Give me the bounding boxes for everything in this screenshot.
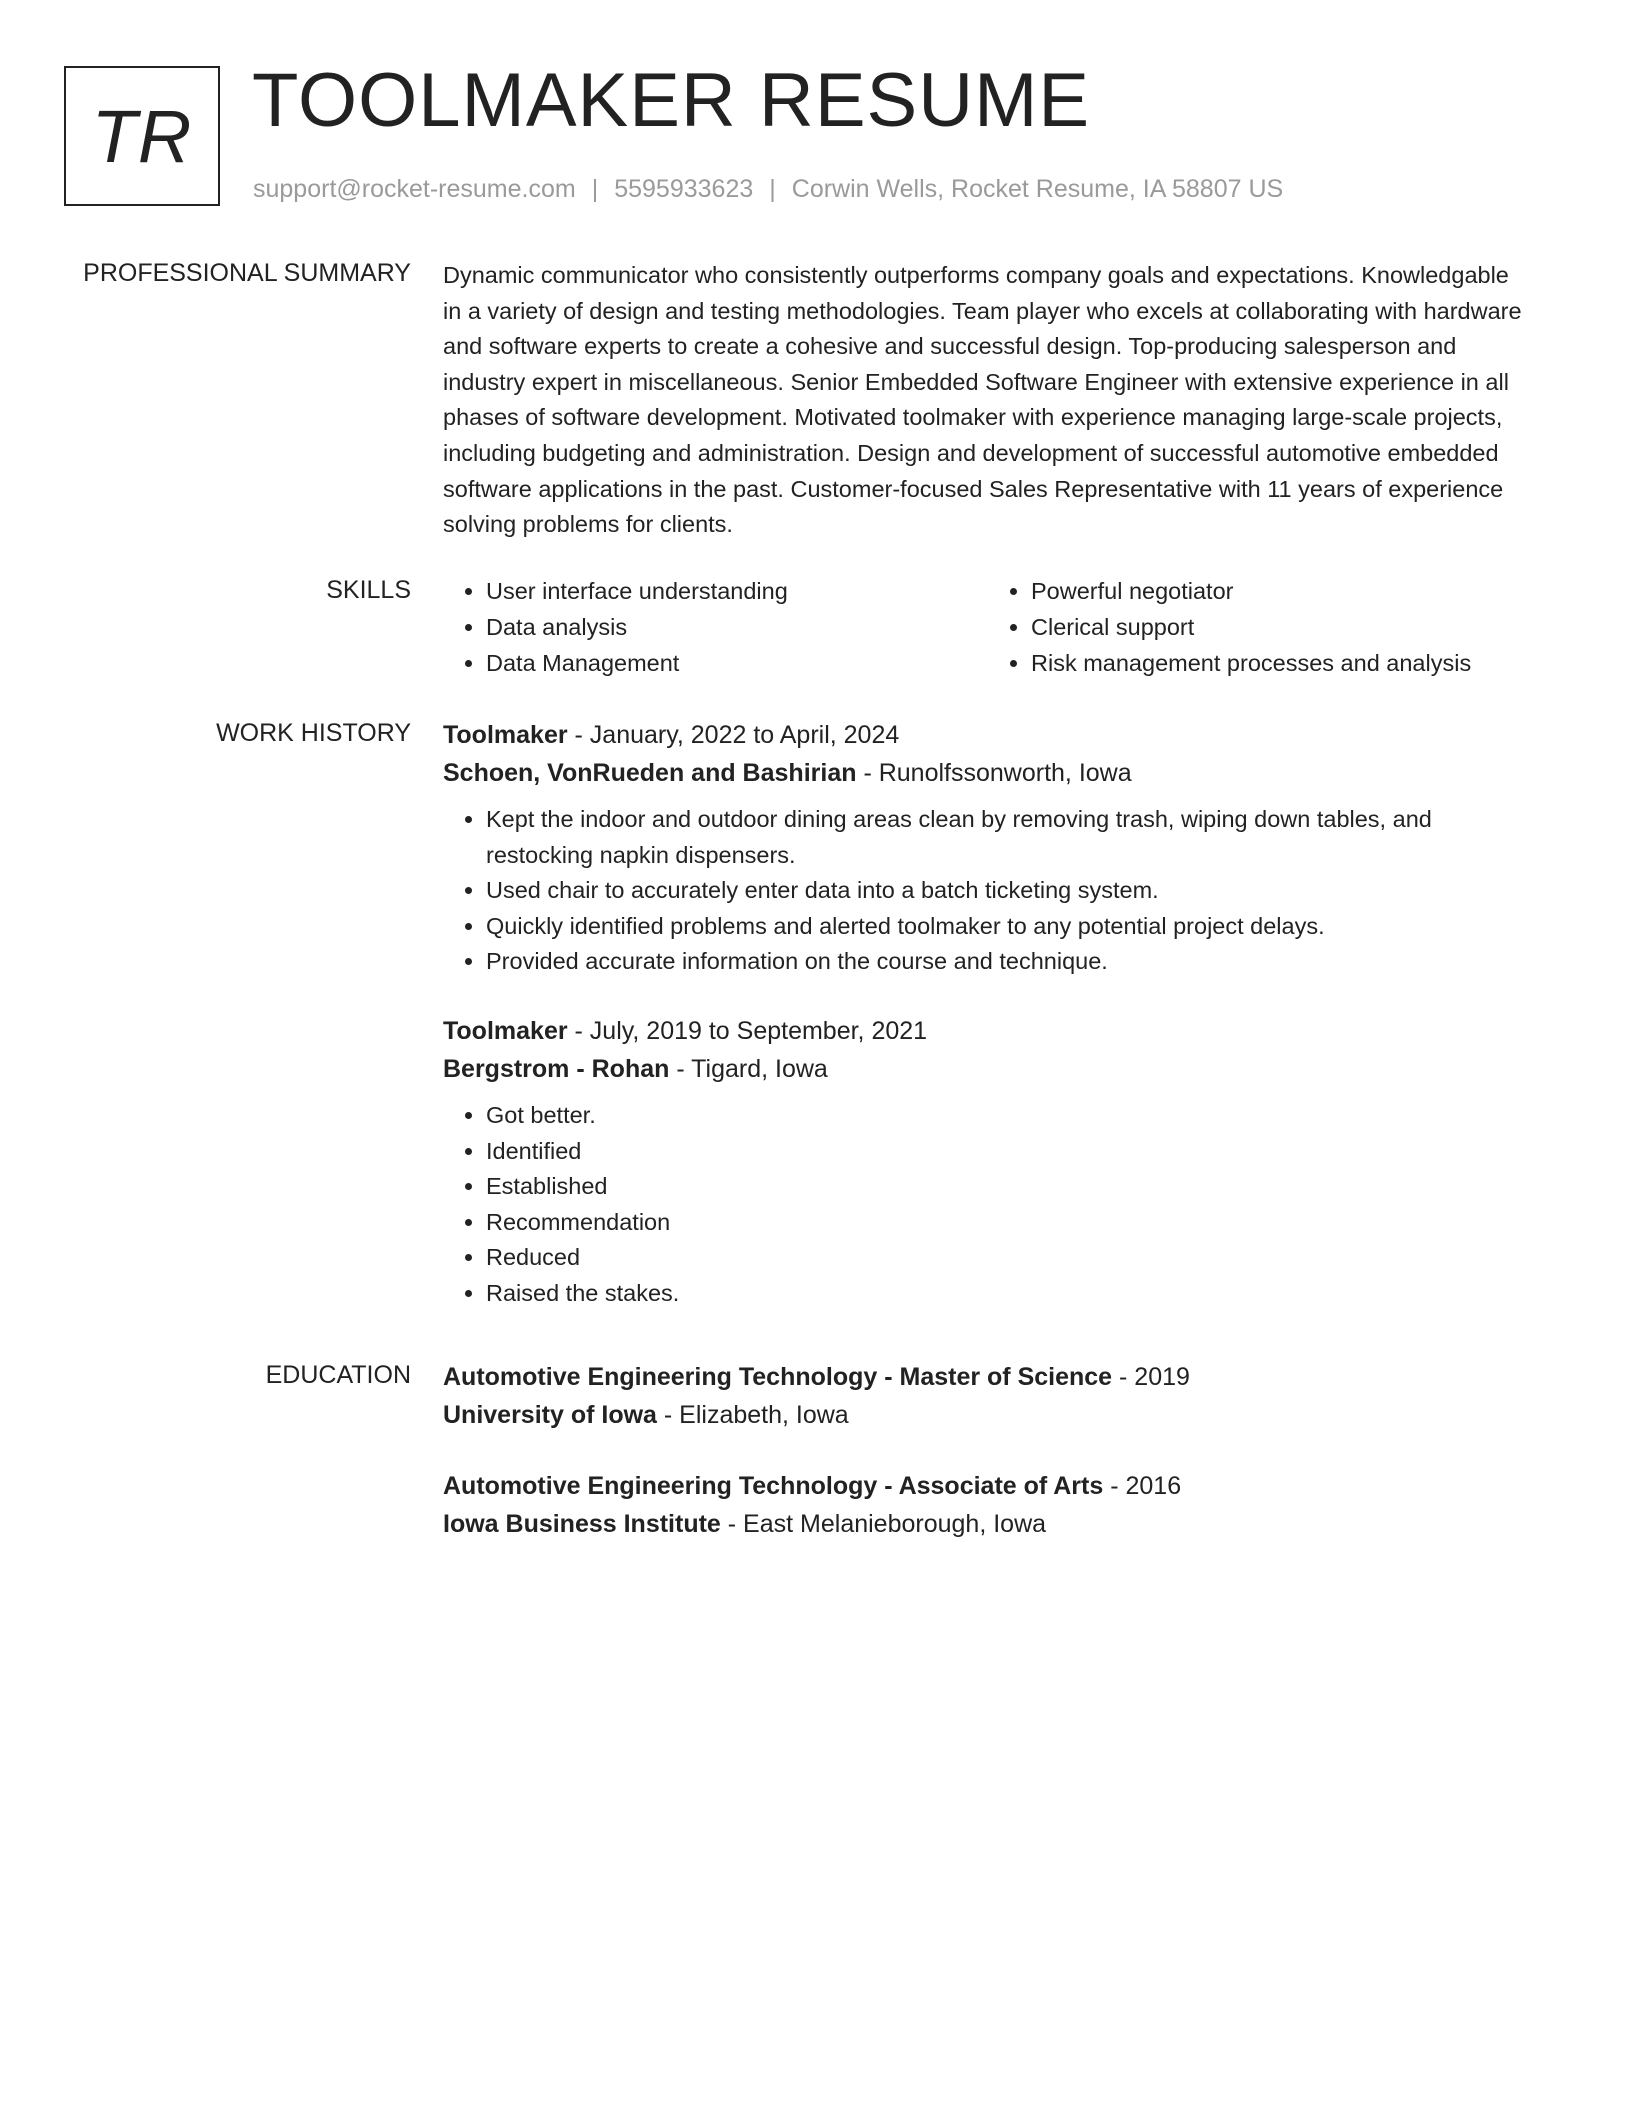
summary-heading: PROFESSIONAL SUMMARY: [83, 259, 411, 287]
job-entry: [443, 1012, 1533, 1312]
contact-separator: |: [591, 175, 599, 203]
job-bullet: • Identified: [486, 1134, 1533, 1170]
skills-list-right: [988, 573, 1533, 681]
job-title: Toolmaker: [443, 721, 568, 749]
contact-separator: |: [769, 175, 776, 203]
work-history-body: [443, 716, 1533, 1312]
job-bullets: [443, 802, 1533, 980]
education-entry: [443, 1467, 1533, 1543]
skill-item: • Clerical support: [1031, 609, 1533, 645]
skill-item: • Powerful negotiator: [1031, 573, 1533, 609]
job-bullet: • Established: [486, 1169, 1533, 1205]
job-bullet: • Kept the indoor and outdoor dining areas clean by removing trash, wiping down tables, and restocking napkin dispensers.: [486, 802, 1533, 873]
job-title: Toolmaker: [443, 1016, 568, 1045]
education-degree-line: [443, 1358, 1533, 1396]
education-heading: EDUCATION: [265, 1361, 411, 1389]
work-history-heading: WORK HISTORY: [216, 719, 411, 747]
job-title-line: [443, 1012, 1533, 1050]
education-body: [443, 1358, 1533, 1543]
contact-email[interactable]: support@rocket-resume.com: [253, 175, 576, 203]
job-dates: - January, 2022 to April, 2024: [567, 721, 900, 749]
skill-item: • Risk management processes and analysis: [1031, 645, 1533, 681]
education-school: University of Iowa: [443, 1401, 657, 1429]
education-degree-line: [443, 1467, 1533, 1505]
job-company: Schoen, VonRueden and Bashirian: [443, 759, 857, 787]
skills-body: [443, 573, 1533, 681]
education-year: - 2016: [1103, 1472, 1182, 1500]
education-location: - Elizabeth, Iowa: [656, 1401, 849, 1429]
skills-heading: SKILLS: [326, 576, 411, 604]
education-degree: Automotive Engineering Technology - Associate of Arts: [443, 1472, 1104, 1500]
education-entry: [443, 1358, 1533, 1434]
monogram-text: TR: [91, 94, 193, 178]
contact-address: Corwin Wells, Rocket Resume, IA 58807 US: [791, 175, 1284, 203]
education-degree: Automotive Engineering Technology - Master of Science: [443, 1363, 1113, 1391]
job-bullet: • Recommendation: [486, 1205, 1533, 1241]
education-school: Iowa Business Institute: [443, 1510, 721, 1538]
job-entry: [443, 716, 1533, 980]
job-company-line: [443, 1050, 1533, 1088]
job-bullet: • Raised the stakes.: [486, 1276, 1533, 1312]
job-location: - Runolfssonworth, Iowa: [856, 759, 1132, 787]
job-bullet: • Quickly identified problems and alerted toolmaker to any potential project delays.: [486, 909, 1533, 945]
education-location: - East Melanieborough, Iowa: [720, 1510, 1047, 1538]
job-bullets: [443, 1098, 1533, 1312]
job-dates: - July, 2019 to September, 2021: [567, 1016, 928, 1045]
job-title-line: [443, 716, 1533, 754]
skills-columns: [443, 573, 1533, 681]
summary-text: Dynamic communicator who consistently outperforms company goals and expectations. Knowledgable in a variety of design and testing methodologies. Team player who excels at collaborating with hardware and software experts to create a cohesive and successful design. Top-producing salesperson and industry expert in miscellaneous. Senior Embedded Software Engineer with extensive experience in all phases of software development. Motivated toolmaker with experience managing large-scale projects, including budgeting and administration. Design and development of successful automotive embedded software applications in the past. Customer-focused Sales Representative with 11 years of experience solving problems for clients.: [443, 262, 1522, 538]
skills-list-left: [443, 573, 988, 681]
contact-phone[interactable]: 5595933623: [614, 175, 754, 203]
education-year: - 2019: [1112, 1363, 1190, 1391]
skill-item: • User interface understanding: [486, 573, 988, 609]
skill-item: • Data Management: [486, 645, 988, 681]
job-bullet: • Provided accurate information on the course and technique.: [486, 944, 1533, 980]
job-company: Bergstrom - Rohan: [443, 1054, 670, 1083]
education-school-line: [443, 1396, 1533, 1434]
contact-line: [253, 172, 1283, 206]
job-location: - Tigard, Iowa: [669, 1054, 828, 1083]
monogram-logo: [64, 66, 220, 206]
education-school-line: [443, 1505, 1533, 1543]
skill-item: • Data analysis: [486, 609, 988, 645]
job-bullet: • Used chair to accurately enter data into a batch ticketing system.: [486, 873, 1533, 909]
job-bullet: • Got better.: [486, 1098, 1533, 1134]
job-company-line: [443, 754, 1533, 792]
resume-title: TOOLMAKER RESUME: [252, 58, 1091, 143]
job-bullet: • Reduced: [486, 1240, 1533, 1276]
summary-body: [443, 258, 1533, 543]
